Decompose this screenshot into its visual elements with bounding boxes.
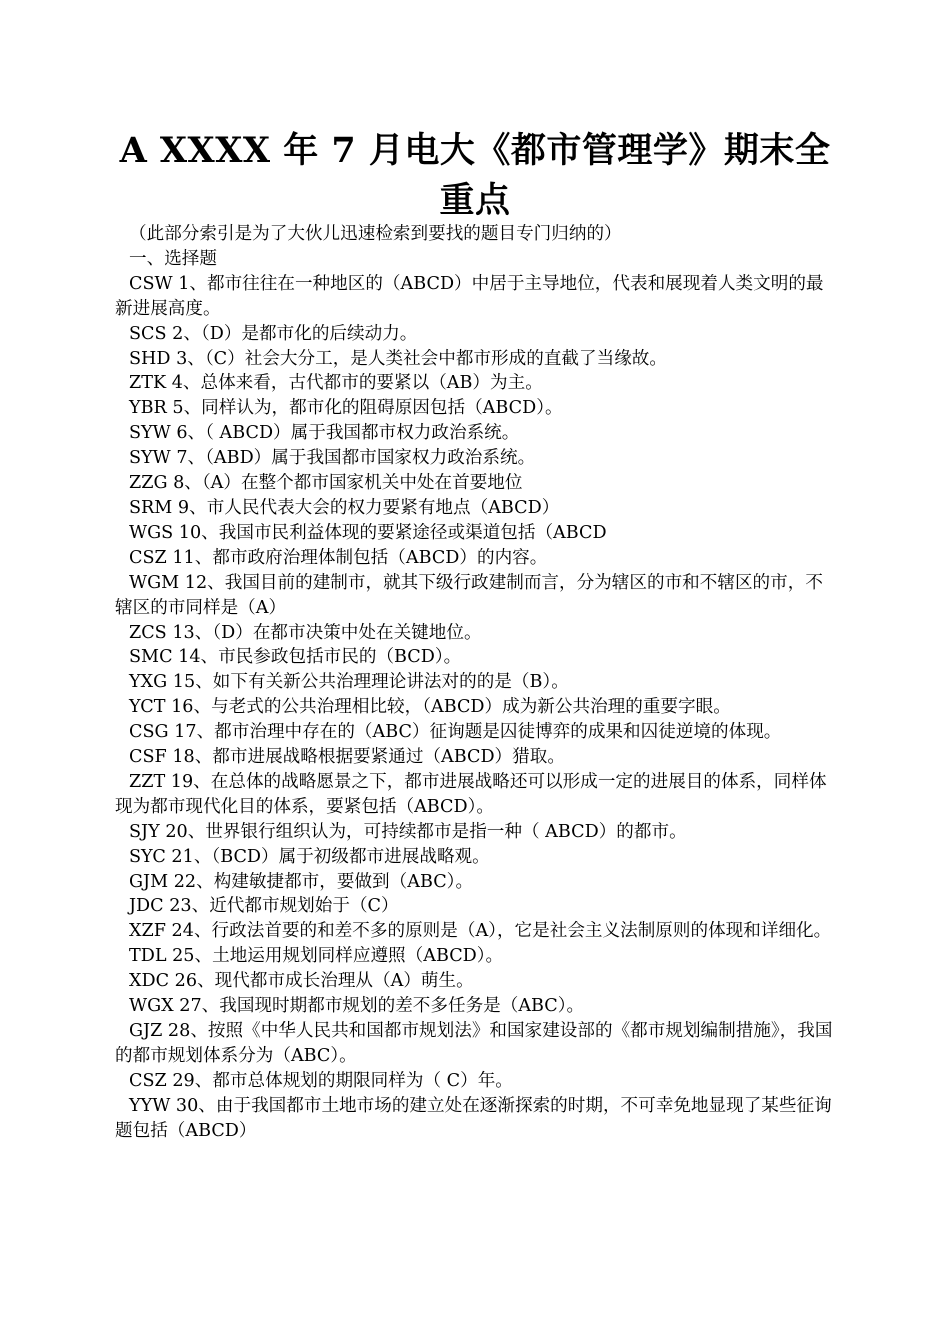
question-text: 、构建敏捷都市，要做到（ABC）。 (196, 871, 474, 892)
question-code: SYW 6 (129, 423, 188, 444)
question-code: YBR 5 (129, 398, 184, 419)
question-item (115, 670, 837, 695)
question-item (115, 546, 837, 571)
document-title: A XXXX 年 7 月电大《都市管理学》期末全重点 (119, 130, 831, 221)
question-text: 、世界银行组织认为，可持续都市是指一种（ ABCD）的都市。 (187, 821, 687, 842)
question-text: 、（ ABCD）属于我国都市权力政治系统。 (187, 423, 520, 444)
question-item (115, 396, 837, 421)
question-text: 、与老式的公共治理相比较，（ABCD）成为新公共治理的重要字眼。 (193, 697, 731, 718)
question-code: GJZ 28 (129, 1021, 191, 1041)
question-code: GJM 22 (129, 871, 197, 892)
question-item (115, 770, 837, 820)
question-text: 、（ABD）属于我国都市国家权力政治系统。 (187, 448, 536, 469)
section-heading: 一、选择题 (129, 248, 217, 269)
question-code: ZZT 19 (129, 771, 194, 792)
question-code: SCS 2 (129, 323, 184, 344)
question-text: 、（D）在都市决策中处在关键地位。 (194, 622, 482, 643)
document-body (115, 222, 837, 1144)
question-text: 、我国市民利益体现的要紧途径或渠道包括（ABCD (201, 522, 607, 543)
question-item (115, 1094, 837, 1144)
question-text: 、都市往往在一种地区的（ABCD）中居于主导地位，代表和展现着人类文明的最新进展高度。 (115, 273, 824, 319)
question-text: 、总体来看，古代都市的要紧以（AB）为主。 (182, 373, 543, 394)
question-text: 、如下有关新公共治理理论讲法对的的是（B）。 (195, 672, 569, 693)
question-text: 、我国现时期都市规划的差不多任务是（ABC）。 (201, 996, 585, 1017)
question-code: SYC 21 (129, 846, 194, 867)
question-code: WGS 10 (129, 522, 202, 543)
question-text: 、同样认为，都市化的阻碍原因包括（ABCD）。 (183, 398, 563, 419)
question-code: ZZG 8 (129, 473, 185, 494)
question-code: SJY 20 (129, 821, 188, 842)
question-item (115, 347, 837, 372)
question-item (115, 571, 837, 621)
question-item (115, 994, 837, 1019)
question-item (115, 820, 837, 845)
question-text: 、我国目前的建制市，就其下级行政建制而言，分为辖区的市和不辖区的市，不辖区的市同样是（A） (115, 572, 823, 618)
question-item (115, 645, 837, 670)
question-item (115, 272, 837, 322)
question-item (115, 371, 837, 396)
question-code: JDC 23 (129, 896, 192, 917)
question-item (115, 969, 837, 994)
question-text: 、（A）在整个都市国家机关中处在首要地位 (184, 473, 523, 494)
question-item (115, 521, 837, 546)
question-item (115, 496, 837, 521)
question-code: SYW 7 (129, 448, 188, 469)
question-code: CSZ 11 (129, 547, 195, 568)
question-text: 、都市总体规划的期限同样为（ C）年。 (194, 1070, 513, 1091)
question-item (115, 845, 837, 870)
question-item (115, 870, 837, 895)
question-code: YXG 15 (129, 672, 196, 693)
question-text: 、近代都市规划始于（C） (191, 896, 399, 917)
question-text: 、都市进展战略根据要紧通过（ABCD）猎取。 (194, 747, 565, 768)
question-code: CSW 1 (129, 273, 190, 294)
question-code: CSZ 29 (129, 1070, 195, 1091)
question-item (115, 471, 837, 496)
question-item (115, 944, 837, 969)
question-text: 、市人民代表大会的权力要紧有地点（ABCD） (189, 497, 560, 518)
question-text: 、在总体的战略愿景之下，都市进展战略还可以形成一定的进展目的体系，同样体现为都市现代化目的体系，要紧包括（ABCD）。 (115, 771, 827, 817)
question-text: 、（BCD）属于初级都市进展战略观。 (193, 846, 490, 867)
question-code: TDL 25 (129, 946, 195, 967)
question-item (115, 720, 837, 745)
question-item (115, 322, 837, 347)
question-text: 、都市政府治理体制包括（ABCD）的内容。 (194, 547, 548, 568)
question-text: 、按照《中华人民共和国都市规划法》和国家建设部的《都市规划编制措施》，我国的都市规划体系分为（ABC）。 (115, 1021, 833, 1066)
question-item (115, 421, 837, 446)
question-code: XDC 26 (129, 971, 198, 992)
question-code: YYW 30 (129, 1095, 199, 1116)
question-code: SHD 3 (129, 348, 188, 369)
question-code: SRM 9 (129, 497, 190, 518)
question-code: ZCS 13 (129, 622, 195, 643)
question-code: SMC 14 (129, 647, 201, 668)
question-code: WGX 27 (129, 996, 202, 1017)
question-text: 、现代都市成长治理从（A）萌生。 (197, 971, 474, 992)
question-code: CSG 17 (129, 722, 197, 743)
intro-note: （此部分索引是为了大伙儿迅速检索到要找的题目专门归纳的） (129, 224, 622, 244)
question-text: 、行政法首要的和差不多的原则是（A），它是社会主义法制原则的体现和详细化。 (193, 921, 832, 942)
question-text: 、（D）是都市化的后续动力。 (183, 323, 418, 344)
question-code: XZF 24 (129, 921, 194, 942)
question-item (115, 919, 837, 944)
question-text: 、土地运用规划同样应遵照（ABCD）。 (194, 946, 504, 967)
question-code: ZTK 4 (129, 373, 183, 394)
question-code: WGM 12 (129, 572, 208, 593)
question-item (115, 1069, 837, 1094)
question-text: 、（C）社会大分工，是人类社会中都市形成的直截了当缘故。 (187, 348, 667, 369)
question-item (115, 446, 837, 471)
question-item (115, 1019, 837, 1069)
question-item (115, 621, 837, 646)
question-text: 、市民参政包括市民的（BCD）。 (200, 647, 462, 668)
question-text: 、由于我国都市土地市场的建立处在逐渐探索的时期，不可幸免地显现了某些征询题包括（ABCD） (115, 1095, 832, 1141)
question-item (115, 695, 837, 720)
question-item (115, 745, 837, 770)
question-list (115, 272, 837, 1144)
question-text: 、都市治理中存在的（ABC）征询题是囚徒博弈的成果和囚徒逆境的体现。 (196, 722, 782, 743)
question-code: CSF 18 (129, 747, 195, 768)
question-item (115, 894, 837, 919)
question-code: YCT 16 (129, 697, 194, 718)
